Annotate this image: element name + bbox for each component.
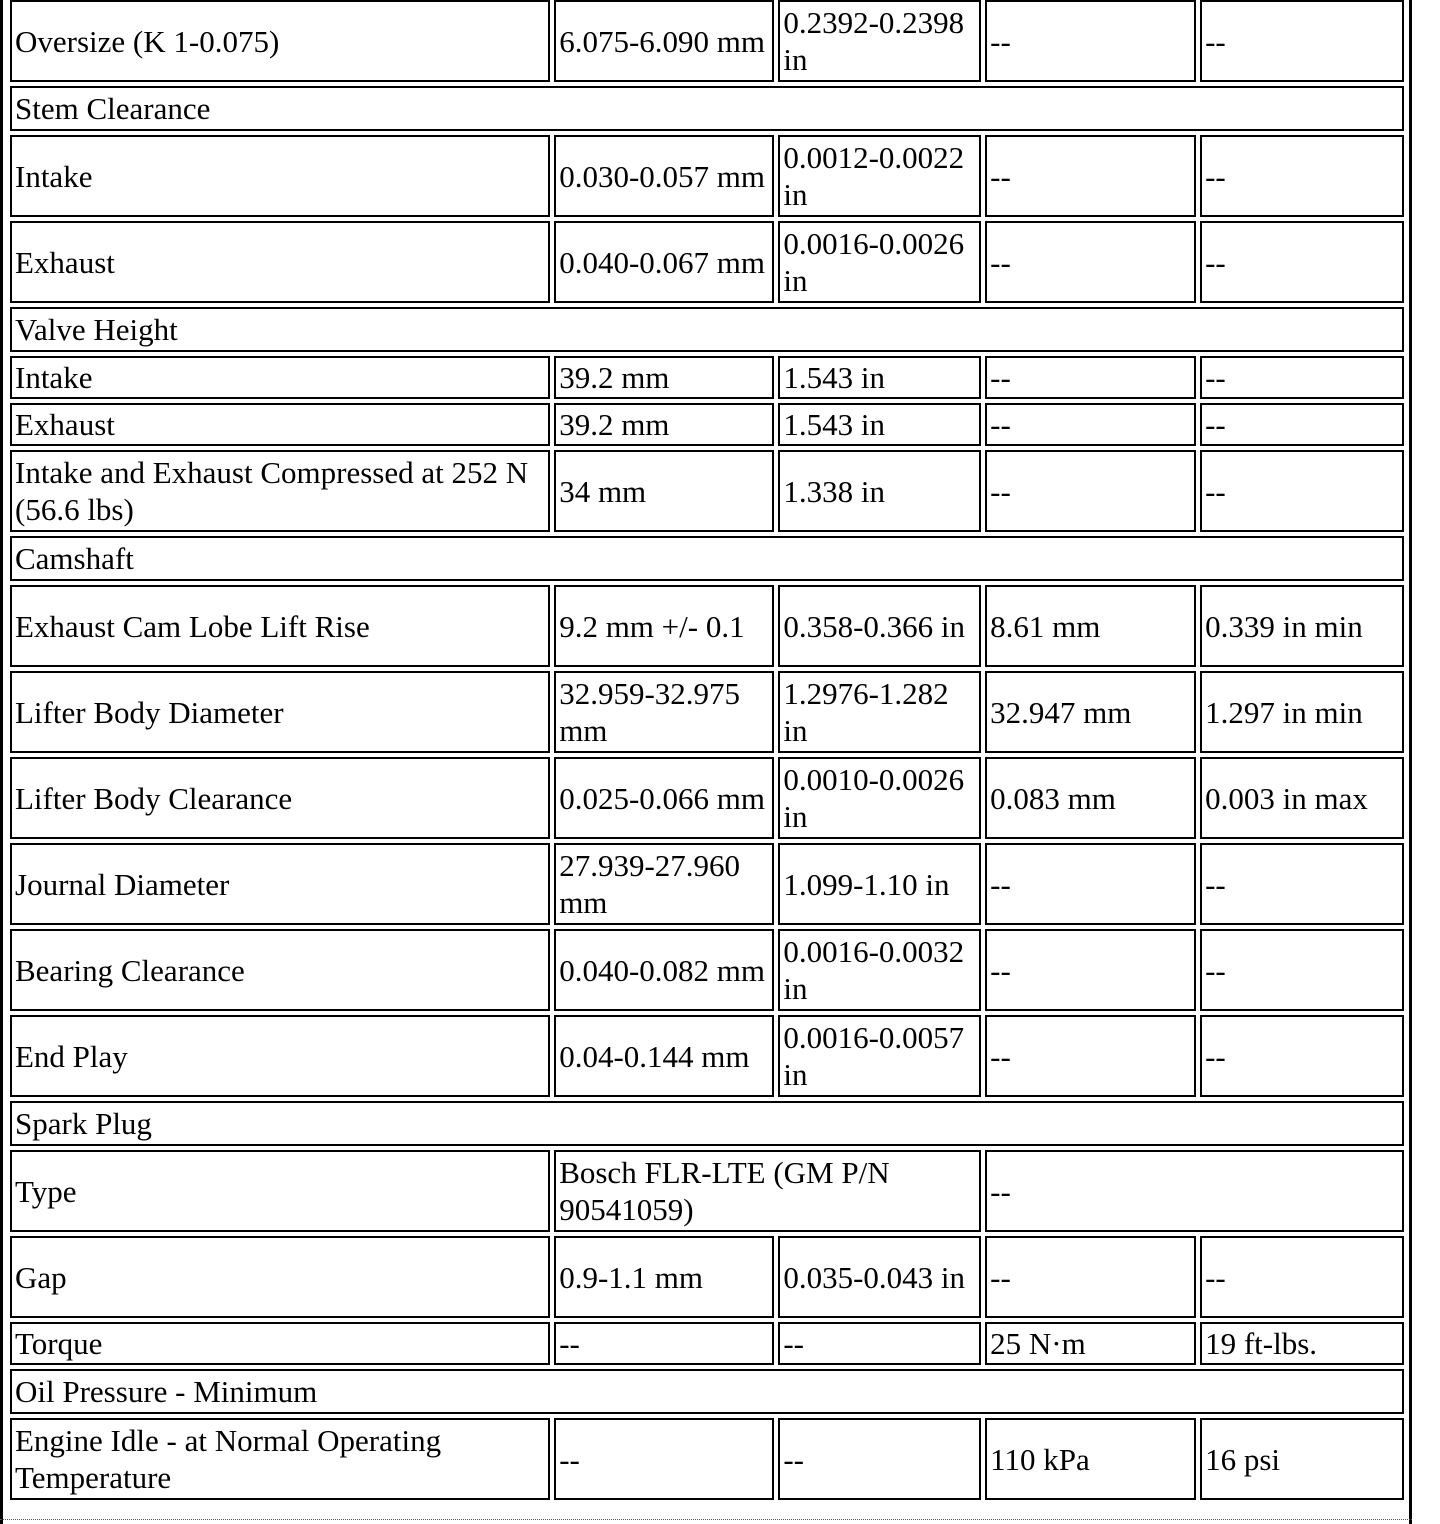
metric-value: 0.040-0.067 mm <box>554 221 774 303</box>
spec-label: Engine Idle - at Normal Operating Temperature <box>10 1418 550 1500</box>
table-row <box>10 1015 1404 1097</box>
section-heading: Camshaft <box>10 536 1404 581</box>
metric-value: 0.040-0.082 mm <box>554 929 774 1011</box>
imperial-value: -- <box>778 1418 981 1500</box>
spec-label: Exhaust <box>10 403 550 446</box>
table-row <box>10 1418 1404 1500</box>
section-row <box>10 1369 1404 1414</box>
table-row <box>10 1322 1404 1365</box>
limit-metric-value: 25 N·m <box>985 1322 1196 1365</box>
section-row <box>10 86 1404 131</box>
table-row <box>10 0 1404 82</box>
table-row <box>10 135 1404 217</box>
metric-value: 0.04-0.144 mm <box>554 1015 774 1097</box>
imperial-value: 0.358-0.366 in <box>778 585 981 667</box>
metric-value: 9.2 mm +/- 0.1 <box>554 585 774 667</box>
spark-plug-type-value: Bosch FLR-LTE (GM P/N 90541059) <box>554 1150 981 1232</box>
table-row <box>10 585 1404 667</box>
metric-value: 6.075-6.090 mm <box>554 0 774 82</box>
limit-value: -- <box>985 1150 1404 1232</box>
imperial-value: 1.338 in <box>778 450 981 532</box>
section-row <box>10 536 1404 581</box>
limit-imperial-value: -- <box>1200 221 1404 303</box>
section-heading: Valve Height <box>10 307 1404 352</box>
spec-label: Type <box>10 1150 550 1232</box>
limit-imperial-value: 19 ft-lbs. <box>1200 1322 1404 1365</box>
table-row <box>10 356 1404 399</box>
section-row <box>10 307 1404 352</box>
table-row <box>10 929 1404 1011</box>
spec-label: Gap <box>10 1236 550 1318</box>
imperial-value: 0.2392-0.2398 in <box>778 0 981 82</box>
spec-label: Intake and Exhaust Compressed at 252 N (56.6 lbs) <box>10 450 550 532</box>
spec-label: Intake <box>10 356 550 399</box>
limit-metric-value: -- <box>985 843 1196 925</box>
section-heading: Spark Plug <box>10 1101 1404 1146</box>
limit-imperial-value: 0.339 in min <box>1200 585 1404 667</box>
limit-imperial-value: -- <box>1200 403 1404 446</box>
imperial-value: 0.0016-0.0057 in <box>778 1015 981 1097</box>
metric-value: -- <box>554 1418 774 1500</box>
spec-label: Lifter Body Diameter <box>10 671 550 753</box>
limit-metric-value: -- <box>985 1236 1196 1318</box>
limit-metric-value: -- <box>985 135 1196 217</box>
section-heading: Stem Clearance <box>10 86 1404 131</box>
spec-label: Torque <box>10 1322 550 1365</box>
spec-label: Journal Diameter <box>10 843 550 925</box>
spec-label: Exhaust <box>10 221 550 303</box>
limit-metric-value: 32.947 mm <box>985 671 1196 753</box>
limit-metric-value: -- <box>985 221 1196 303</box>
limit-imperial-value: -- <box>1200 929 1404 1011</box>
metric-value: 0.030-0.057 mm <box>554 135 774 217</box>
imperial-value: 0.0010-0.0026 in <box>778 757 981 839</box>
limit-metric-value: -- <box>985 356 1196 399</box>
imperial-value: 1.099-1.10 in <box>778 843 981 925</box>
metric-value: 27.939-27.960 mm <box>554 843 774 925</box>
metric-value: 39.2 mm <box>554 403 774 446</box>
limit-metric-value: -- <box>985 450 1196 532</box>
limit-metric-value: -- <box>985 403 1196 446</box>
spec-label: End Play <box>10 1015 550 1097</box>
table-row <box>10 671 1404 753</box>
limit-imperial-value: -- <box>1200 0 1404 82</box>
table-row <box>10 450 1404 532</box>
limit-metric-value: 0.083 mm <box>985 757 1196 839</box>
spec-label: Lifter Body Clearance <box>10 757 550 839</box>
metric-value: -- <box>554 1322 774 1365</box>
spec-label: Intake <box>10 135 550 217</box>
table-row <box>10 843 1404 925</box>
table-row <box>10 1236 1404 1318</box>
imperial-value: 0.035-0.043 in <box>778 1236 981 1318</box>
imperial-value: 1.543 in <box>778 356 981 399</box>
section-row <box>10 1101 1404 1146</box>
spec-label: Bearing Clearance <box>10 929 550 1011</box>
limit-imperial-value: 16 psi <box>1200 1418 1404 1500</box>
limit-imperial-value: 1.297 in min <box>1200 671 1404 753</box>
limit-imperial-value: -- <box>1200 1236 1404 1318</box>
limit-imperial-value: -- <box>1200 450 1404 532</box>
limit-metric-value: 110 kPa <box>985 1418 1196 1500</box>
limit-metric-value: -- <box>985 929 1196 1011</box>
metric-value: 34 mm <box>554 450 774 532</box>
table-row <box>10 757 1404 839</box>
limit-metric-value: 8.61 mm <box>985 585 1196 667</box>
table-row <box>10 403 1404 446</box>
spec-table <box>6 0 1408 1504</box>
spec-label: Oversize (K 1-0.075) <box>10 0 550 82</box>
imperial-value: 0.0012-0.0022 in <box>778 135 981 217</box>
scan-edge-divider <box>0 1519 1412 1524</box>
section-heading: Oil Pressure - Minimum <box>10 1369 1404 1414</box>
limit-imperial-value: -- <box>1200 1015 1404 1097</box>
imperial-value: -- <box>778 1322 981 1365</box>
spec-label: Exhaust Cam Lobe Lift Rise <box>10 585 550 667</box>
limit-imperial-value: -- <box>1200 135 1404 217</box>
limit-imperial-value: 0.003 in max <box>1200 757 1404 839</box>
limit-imperial-value: -- <box>1200 843 1404 925</box>
imperial-value: 1.2976-1.282 in <box>778 671 981 753</box>
metric-value: 32.959-32.975 mm <box>554 671 774 753</box>
limit-metric-value: -- <box>985 1015 1196 1097</box>
metric-value: 39.2 mm <box>554 356 774 399</box>
table-row <box>10 221 1404 303</box>
metric-value: 0.9-1.1 mm <box>554 1236 774 1318</box>
limit-metric-value: -- <box>985 0 1196 82</box>
imperial-value: 0.0016-0.0032 in <box>778 929 981 1011</box>
imperial-value: 1.543 in <box>778 403 981 446</box>
imperial-value: 0.0016-0.0026 in <box>778 221 981 303</box>
table-row <box>10 1150 1404 1232</box>
limit-imperial-value: -- <box>1200 356 1404 399</box>
metric-value: 0.025-0.066 mm <box>554 757 774 839</box>
